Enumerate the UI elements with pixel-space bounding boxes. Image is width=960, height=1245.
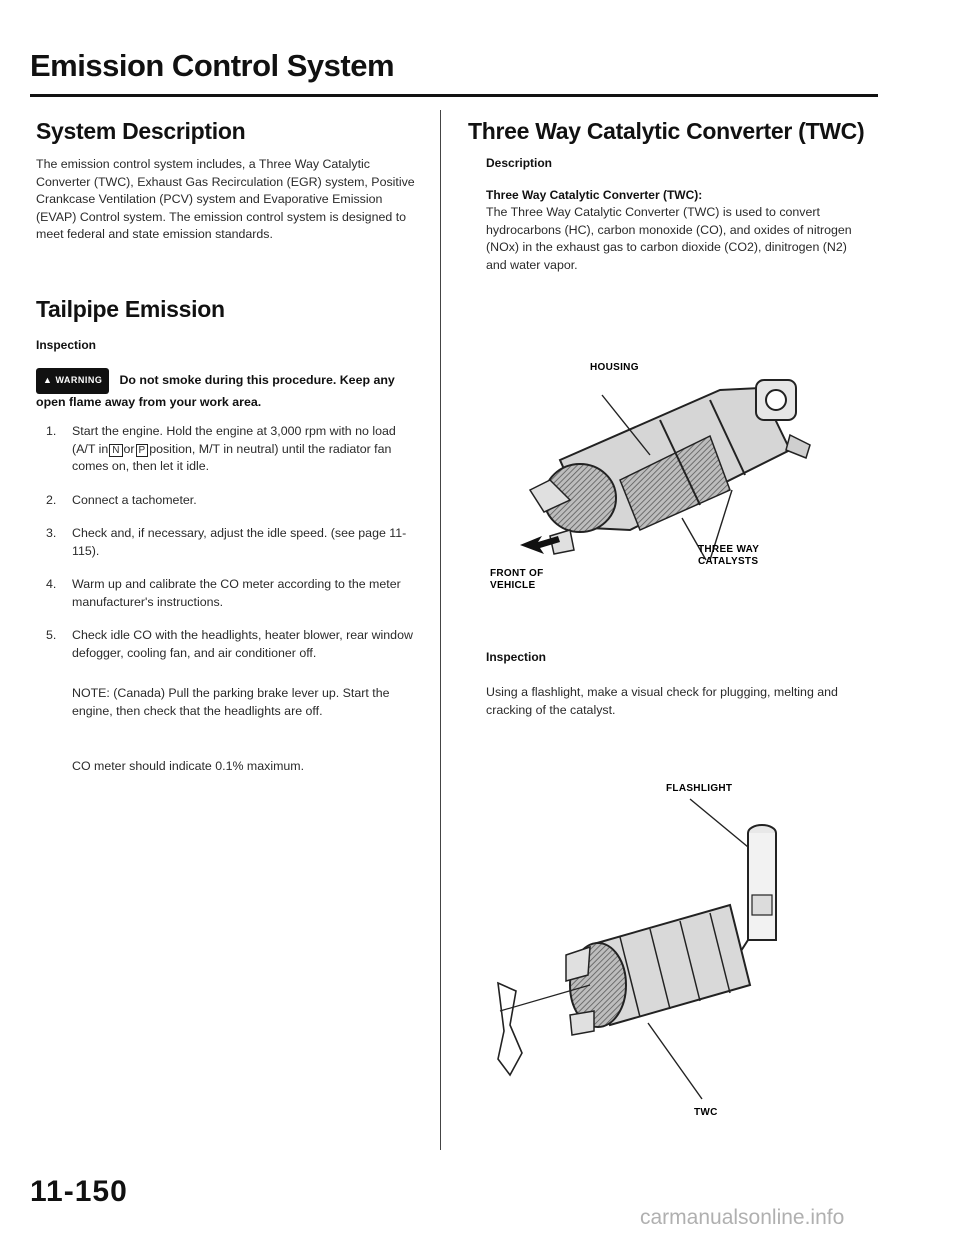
- twc-term: Three Way Catalytic Converter (TWC):: [486, 188, 703, 202]
- step-text: or: [123, 441, 135, 456]
- system-description-text: The emission control system includes, a Three Way Catalytic Converter (TWC), Exhaust Gas Recirculation (EGR) system, Positive Crankcase Ventilation (PCV) system and Evaporative Emission (EVAP) Control system. The emission control system is designed to meet federal and state emission standards.: [36, 157, 415, 241]
- warning-badge: [36, 368, 109, 394]
- tailpipe-inspection-subheading: Inspection: [36, 338, 97, 352]
- page-title: Emission Control System: [30, 48, 395, 83]
- step-text: Connect a tachometer.: [72, 492, 197, 507]
- co-spec-text: CO meter should indicate 0.1% maximum.: [72, 759, 305, 773]
- procedure-step: [46, 525, 418, 560]
- converter-body: [566, 905, 750, 1035]
- twc-label: TWC: [694, 1107, 718, 1118]
- column-divider: [440, 110, 441, 1150]
- note-text: NOTE: (Canada) Pull the parking brake lever up. Start the engine, then check that the headlights are off.: [72, 686, 390, 718]
- procedure-step: [46, 492, 418, 510]
- procedure-step: [46, 627, 418, 662]
- step-number: 4.: [46, 577, 57, 591]
- housing-label: HOUSING: [590, 362, 639, 373]
- step-number: 1.: [46, 424, 57, 438]
- converter-body: [530, 380, 810, 554]
- three-way-catalysts-label-2: CATALYSTS: [698, 556, 759, 567]
- page-number: 11-150: [30, 1175, 128, 1208]
- front-of-vehicle-label: FRONT OF: [490, 568, 544, 579]
- tailpipe-emission-heading: Tailpipe Emission: [36, 296, 225, 322]
- procedure-steps: [46, 423, 418, 678]
- warning-triangle-icon: ▲: [43, 375, 53, 385]
- header-rule: [30, 94, 878, 97]
- twc-description-text: The Three Way Catalytic Converter (TWC) is used to convert hydrocarbons (HC), carbon monoxide (CO), and oxides of nitrogen (NOx) in the exhaust gas to carbon dioxide (CO2), dinitrogen (N2) and water vapor.: [486, 205, 852, 272]
- gear-n-key: N: [109, 444, 122, 457]
- step-text: Check and, if necessary, adjust the idle speed. (see page 11-115).: [72, 526, 407, 558]
- flashlight-inspection-diagram: [470, 775, 870, 1125]
- step-text: Warm up and calibrate the CO meter according to the meter manufacturer's instructions.: [72, 577, 401, 609]
- step-number: 2.: [46, 492, 57, 507]
- system-description-heading: System Description: [36, 118, 246, 144]
- twc-heading: Three Way Catalytic Converter (TWC): [468, 118, 865, 144]
- procedure-step: [46, 423, 418, 476]
- step-number: 5.: [46, 628, 57, 642]
- twc-inspection-subheading: Inspection: [486, 650, 547, 664]
- three-way-catalysts-label: THREE WAY: [698, 544, 760, 555]
- twc-inspection-text: Using a flashlight, make a visual check for plugging, melting and cracking of the catalyst.: [486, 685, 838, 717]
- step-text: Check idle CO with the headlights, heater blower, rear window defogger, cooling fan, and air conditioner off.: [72, 628, 413, 660]
- step-text: Start the engine. Hold the engine at 3,000 rpm with no load (A/T in: [72, 424, 396, 456]
- flashlight-label: FLASHLIGHT: [666, 783, 733, 794]
- twc-leader-line: [648, 1023, 702, 1099]
- front-of-vehicle-label-2: VEHICLE: [490, 580, 536, 590]
- watermark: carmanualsonline.info: [640, 1206, 845, 1229]
- catalytic-converter-diagram: [470, 340, 870, 590]
- warning-block: [36, 368, 418, 411]
- step-number: 3.: [46, 526, 57, 540]
- step-text: position, M/T in neutral) until the radiator fan comes on, then let it idle.: [72, 441, 392, 473]
- gear-p-key: P: [136, 444, 149, 457]
- warning-text: Do not smoke during this procedure. Keep any open flame away from your work area.: [36, 373, 395, 409]
- warning-badge-label: WARNING: [55, 375, 103, 385]
- twc-description-subheading: Description: [486, 156, 553, 170]
- procedure-step: [46, 576, 418, 611]
- flashlight-leader-line: [690, 799, 748, 847]
